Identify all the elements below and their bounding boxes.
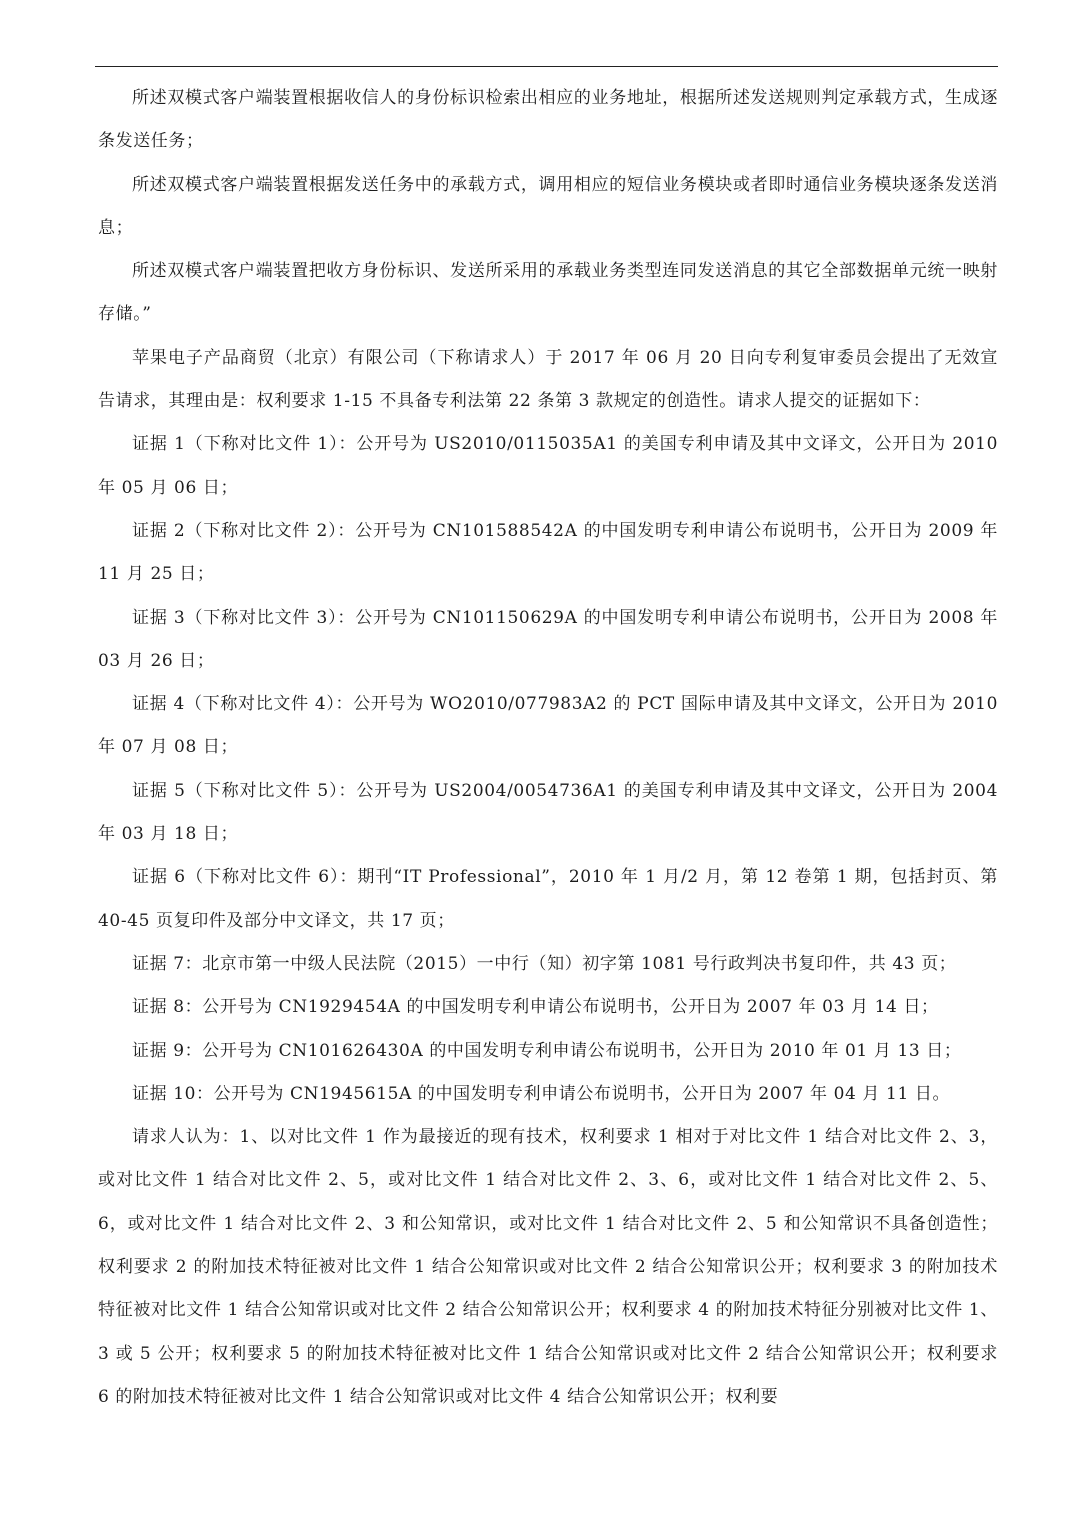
paragraph-invalidation-request: 苹果电子产品商贸（北京）有限公司（下称请求人）于 2017 年 06 月 20 日向专利复审委员会提出了无效宣告请求，其理由是：权利要求 1-15 不具备专利法第 22 条第 3 款规定的创造性。请求人提交的证据如下：	[98, 347, 998, 412]
header-divider	[95, 66, 998, 67]
paragraph-evidence-2: 证据 2（下称对比文件 2）：公开号为 CN101588542A 的中国发明专利申请公布说明书，公开日为 2009 年 11 月 25 日；	[98, 520, 998, 585]
paragraph-evidence-5: 证据 5（下称对比文件 5）：公开号为 US2004/0054736A1 的美国专利申请及其中文译文，公开日为 2004 年 03 月 18 日；	[98, 780, 998, 845]
paragraph-claim-send: 所述双模式客户端装置根据发送任务中的承载方式，调用相应的短信业务模块或者即时通信业务模块逐条发送消息；	[98, 174, 998, 238]
paragraph-evidence-9: 证据 9：公开号为 CN101626430A 的中国发明专利申请公布说明书，公开日为 2010 年 01 月 13 日；	[132, 1040, 962, 1061]
paragraph-claim-store: 所述双模式客户端装置把收方身份标识、发送所采用的承载业务类型连同发送消息的其它全部数据单元统一映射存储。”	[98, 261, 998, 325]
paragraph-evidence-3: 证据 3（下称对比文件 3）：公开号为 CN101150629A 的中国发明专利申请公布说明书，公开日为 2008 年 03 月 26 日；	[98, 607, 998, 671]
paragraph-evidence-8: 证据 8：公开号为 CN1929454A 的中国发明专利申请公布说明书，公开日为 2007 年 03 月 14 日；	[132, 997, 939, 1018]
paragraph-evidence-6: 证据 6（下称对比文件 6）：期刊“IT Professional”，2010 年 1 月/2 月，第 12 卷第 1 期，包括封页、第 40-45 页复印件及部分中文译文，共 17 页；	[98, 867, 998, 931]
paragraph-claim-lookup: 所述双模式客户端装置根据收信人的身份标识检索出相应的业务地址，根据所述发送规则判定承载方式，生成逐条发送任务；	[98, 88, 998, 152]
document-body	[98, 77, 998, 1419]
paragraph-evidence-10: 证据 10：公开号为 CN1945615A 的中国发明专利申请公布说明书，公开日为 2007 年 04 月 11 日。	[132, 1083, 951, 1104]
paragraph-requester-arguments: 请求人认为：1、以对比文件 1 作为最接近的现有技术，权利要求 1 相对于对比文件 1 结合对比文件 2、3，或对比文件 1 结合对比文件 2、5，或对比文件 1 结合对比文件 2、3、6，或对比文件 1 结合对比文件 2、5、6，或对比文件 1 结合对比文件 2、3 和公知常识，或对比文件 1 结合对比文件 2、5 和公知常识不具备创造性；权利要求 2 的附加技术特征被对比文件 1 结合公知常识或对比文件 2 结合公知常识公开；权利要求 3 的附加技术特征被对比文件 1 结合公知常识或对比文件 2 结合公知常识公开；权利要求 4 的附加技术特征分别被对比文件 1、3 或 5 公开；权利要求 5 的附加技术特征被对比文件 1 结合公知常识或对比文件 2 结合公知常识公开；权利要求 6 的附加技术特征被对比文件 1 结合公知常识或对比文件 4 结合公知常识公开；权利要	[98, 1127, 998, 1407]
paragraph-evidence-4: 证据 4（下称对比文件 4）：公开号为 WO2010/077983A2 的 PCT 国际申请及其中文译文，公开日为 2010 年 07 月 08 日；	[98, 694, 998, 758]
paragraph-evidence-7: 证据 7：北京市第一中级人民法院（2015）一中行（知）初字第 1081 号行政判决书复印件，共 43 页；	[132, 953, 957, 974]
paragraph-evidence-1: 证据 1（下称对比文件 1）：公开号为 US2010/0115035A1 的美国专利申请及其中文译文，公开日为 2010 年 05 月 06 日；	[98, 434, 998, 498]
